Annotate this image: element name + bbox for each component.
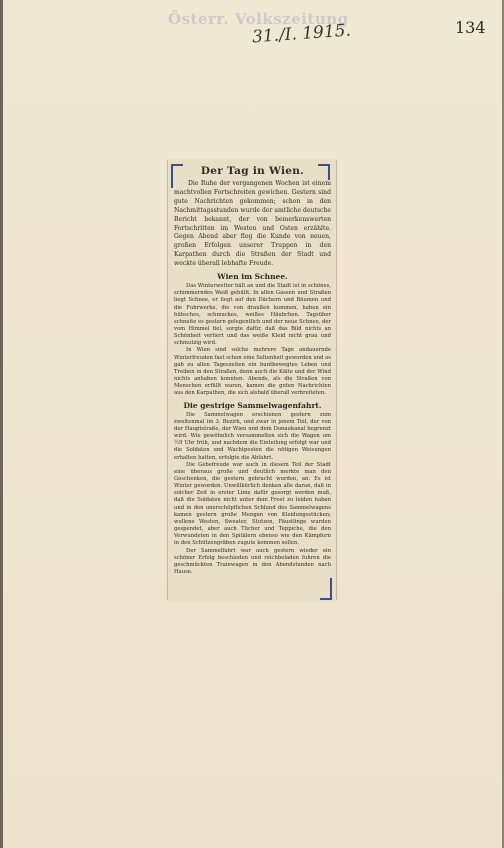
pencil-border-mark: [320, 578, 332, 600]
section-heading: Die gestrige Sammelwagenfahrt.: [183, 400, 322, 410]
page-number: 134: [455, 18, 486, 37]
section-paragraph: Der Sammelfahrt war auch gestern wieder ein schöner Erfolg beschieden und reichbeladen fuhren die geschmückten Trainwagen in den Abendstunden nach Hause.: [174, 547, 331, 575]
handwritten-date: 31./I. 1915.: [251, 20, 352, 48]
section-paragraph: Das Winterwetter hält an und die Stadt ist in schönes, schimmerndes Weiß gehüllt. In allen Gassen und Straßen liegt Schnee, er liegt auf den Dächern und Bäumen und die Fuhrwerke, die von draußen kommen, haben ein hübsches, schmuckes, weißes Häubchen. Tagsüber schneite es gestern gelegentlich und der neue Schnee, der vom Himmel fiel, sorgte dafür, daß das Bild nichts an Schönheit verliert und das weiße Kleid nicht grau und schmutzig wird.: [174, 283, 331, 347]
pencil-border-mark: [318, 164, 330, 180]
section-paragraph: Die Gebefreude war auch in diesem Teil der Stadt eine überaus große und deutlich merkte man den Geschenken, die gestern gebracht wurden, an: Es ist Winter geworden. Unwillkürlich denken alle daran, daß in solcher Zeit in erster Linie dafür gesorgt werden muß, daß die Soldaten nicht unter dem Frost zu leiden haben und in den unerschöpflichen Schlund des Sammelwagens kamen gestern große Mengen von Kleidungsstücken; wollene Westen, Sweater, Stutzen, Fäustlinge wurden gespendet, aber auch Tücher und Teppiche, die den Verwundeten in den Spitälern ebenso wie den Kämpfern in den Schützengräben zugute kommen sollen.: [174, 461, 331, 547]
section-heading: Wien im Schnee.: [217, 272, 288, 282]
newspaper-clipping: [167, 160, 337, 600]
section-paragraph: In Wien sind solche mehrere Tage andauernde Winterfreuden fast schon eine Seltenheit geworden und es gab zu allen Tageszeiten ein buntbewegtes Leben und Treiben in den Straßen, denn auch die Kälte und der Wind nichts anhaben konnten. Abends, als die Straßen von Menschen erfüllt waren, kamen die guten Nachrichten aus den Karpathen, die sich alsbald überall verbreiteten.: [174, 347, 331, 397]
newspaper-source-stamp: Österr. Volkszeitung: [168, 10, 349, 28]
scan-edge-left: [0, 0, 3, 848]
article-title: Der Tag in Wien.: [200, 165, 305, 177]
pencil-border-mark: [171, 164, 183, 188]
section-paragraph: Die Sammelwagen erschienen gestern zum zweitenmal im 3. Bezirk, und zwar in jenem Teil, der von der Hauptstraße, der Wien und dem Donaukanal begrenzt wird. Wie gewöhnlich versammelten sich die Wagen um ½9 Uhr früh, und nachdem die Einteilung erfolgt war und die Soldaten und Wachtposten die nötigen Weisungen erhalten hatten, erfolgte die Abfahrt.: [174, 411, 331, 461]
article-lead: Die Ruhe der vergangenen Wochen ist einem machtvollen Fortschreiten gewichen. Gestern sind gute Nachrichten gekommen; schon in den Nachmittagsstunden wurde der amtliche deutsche Bericht bekannt, der von bemerkenswerten Fortschritten im Westen und Osten erzählte. Gegen Abend aber flog die Kunde von neuen, großen Erfolgen unserer Truppen in den Karpathen durch die Straßen der Stadt und weckte überall lebhafte Freude.: [174, 180, 331, 268]
